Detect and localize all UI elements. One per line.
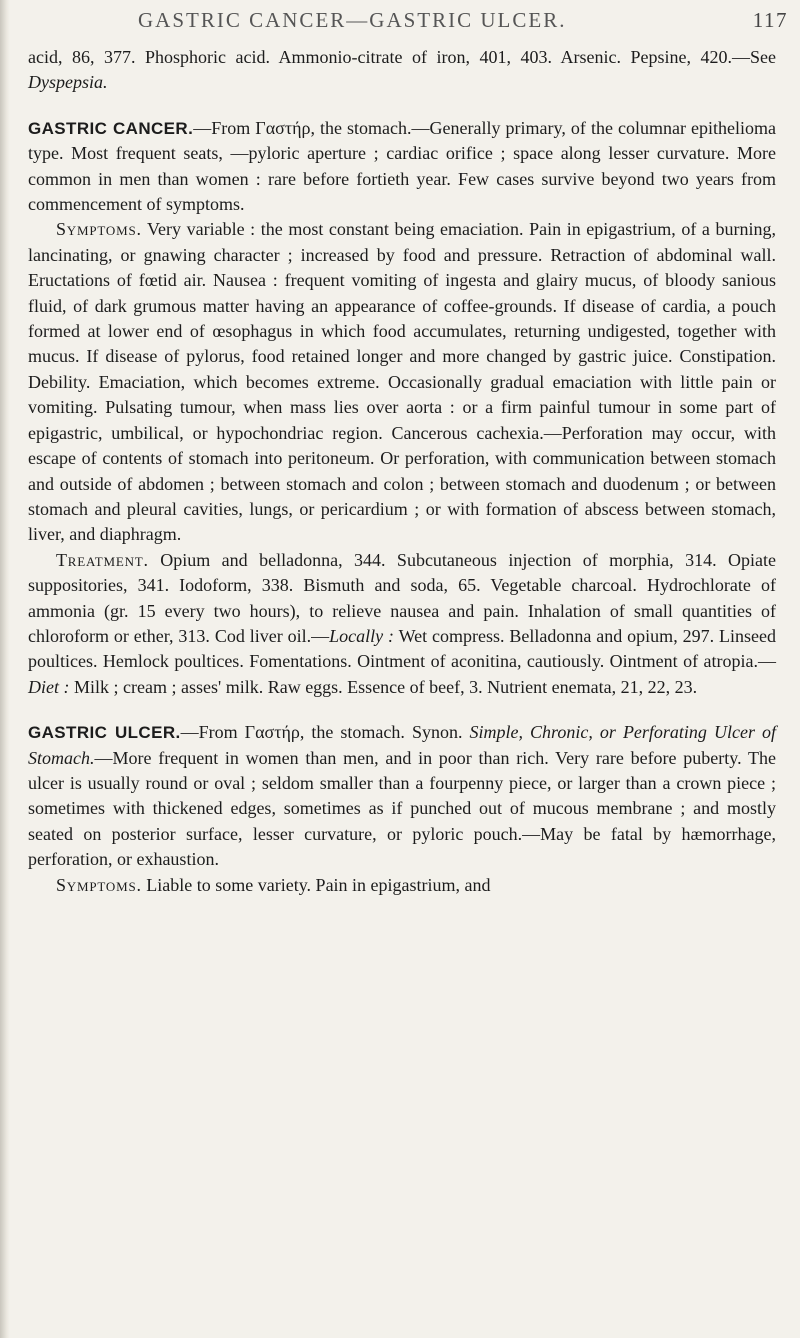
gastric-cancer-lead-in xyxy=(28,45,776,96)
lead-in-text: acid, 86, 377. Phosphoric acid. Ammonio-citrate of iron, 401, 403. Arsenic. Pepsine, 420.—See xyxy=(28,47,776,67)
headword-gastric-ulcer: GASTRIC ULCER. xyxy=(28,723,181,743)
gastric-cancer-treatment xyxy=(28,548,776,700)
gastric-ulcer-symptoms-text: Liable to some variety. Pain in epigastrium, and xyxy=(141,874,491,895)
page-number: 117 xyxy=(752,8,788,32)
gastric-ulcer-definition-pre: —From Γαστήρ, the stomach. Synon. xyxy=(180,722,470,743)
gastric-ulcer-synonyms: Simple, Chronic, or Perforating Ulcer of Stomach. xyxy=(28,722,776,768)
ulcer-symptoms-label: Symptoms. xyxy=(56,874,142,895)
symptoms-label: Symptoms. xyxy=(56,219,142,240)
gastric-cancer-diet-text: Milk ; cream ; asses' milk. Raw eggs. Essence of beef, 3. Nutrient enemata, 21, 22, 23. xyxy=(69,676,698,697)
page-body xyxy=(28,45,776,898)
gastric-cancer-locally-text: Wet compress. Belladonna and opium, 297. Linseed poultices. Hemlock poultices. Fomentations. Ointment of aconitina, cautiously. Ointment of atropia.— xyxy=(28,625,776,672)
gastric-ulcer-symptoms xyxy=(28,873,776,898)
gastric-ulcer-definition-post: —More frequent in women than men, and in poor than rich. Very rare before puberty. The ulcer is usually round or oval ; seldom smaller than a fourpenny piece, or larger than a crown piece ; sometimes with thickened edges, sometimes as if punched out of mucous membrane ; and mostly seated on posterior surface, lesser curvature, or pyloric pouch.—May be fatal by hæmorrhage, perforation, or exhaustion. xyxy=(28,747,776,870)
treatment-label: Treatment. xyxy=(56,549,149,570)
locally-label: Locally : xyxy=(329,625,395,646)
gastric-cancer-definition-text: —From Γαστήρ, the stomach.—Generally primary, of the columnar epithelioma type. Most frequent seats, —pyloric aperture ; cardiac orifice ; space along lesser curvature. More common in men than women : rare before fortieth year. Few cases survive beyond two years from commencement of symptoms. xyxy=(28,117,777,215)
entry-gastric-ulcer xyxy=(28,720,776,898)
gastric-ulcer-definition xyxy=(28,720,776,872)
running-head-title: GASTRIC CANCER—GASTRIC ULCER. xyxy=(138,8,567,32)
page-binding-edge xyxy=(0,0,10,1338)
gastric-cancer-definition xyxy=(28,116,776,218)
entry-gastric-cancer xyxy=(28,116,776,700)
gastric-cancer-symptoms-text: Very variable : the most constant being emaciation. Pain in epigastrium, of a burning, lancinating, or gnawing character ; increased by food and pressure. Retraction of abdominal wall. Eructations of fœtid air. Nausea : frequent vomiting of ingesta and glairy mucus, of bloody sanious fluid, of dark grumous matter having an appearance of coffee-grounds. If disease of cardia, a pouch formed at lower end of œsophagus in which food accumulates, returning undigested, together with mucus. If disease of pylorus, food retained longer and more changed by gastric juice. Constipation. Debility. Emaciation, which becomes extreme. Occasionally gradual emaciation with little pain or vomiting. Pulsating tumour, when mass lies over aorta : or a firm painful tumour in some part of epigastric, umbilical, or hypochondriac region. Cancerous cachexia.—Perforation may occur, with escape of contents of stomach into peritoneum. Or perforation, with communication between stomach and outside of abdomen ; between stomach and colon ; between stomach and duodenum ; or between stomach and pleural cavities, lungs, or pericardium ; or with formation of abscess between stomach, liver, and diaphragm. xyxy=(28,219,776,545)
gastric-cancer-treatment-text: Opium and belladonna, 344. Subcutaneous injection of morphia, 314. Opiate suppositories, 341. Iodoform, 338. Bismuth and soda, 65. Vegetable charcoal. Hydrochlorate of ammonia (gr. 15 every two hours), to relieve nausea and pain. Inhalation of small quantities of chloroform or ether, 313. Cod liver oil.— xyxy=(28,549,776,646)
diet-label: Diet : xyxy=(28,676,70,697)
lead-in-cross-reference: Dyspepsia. xyxy=(28,72,108,93)
running-head xyxy=(90,8,790,42)
headword-gastric-cancer: GASTRIC CANCER. xyxy=(28,118,194,138)
gastric-cancer-symptoms xyxy=(28,217,776,547)
